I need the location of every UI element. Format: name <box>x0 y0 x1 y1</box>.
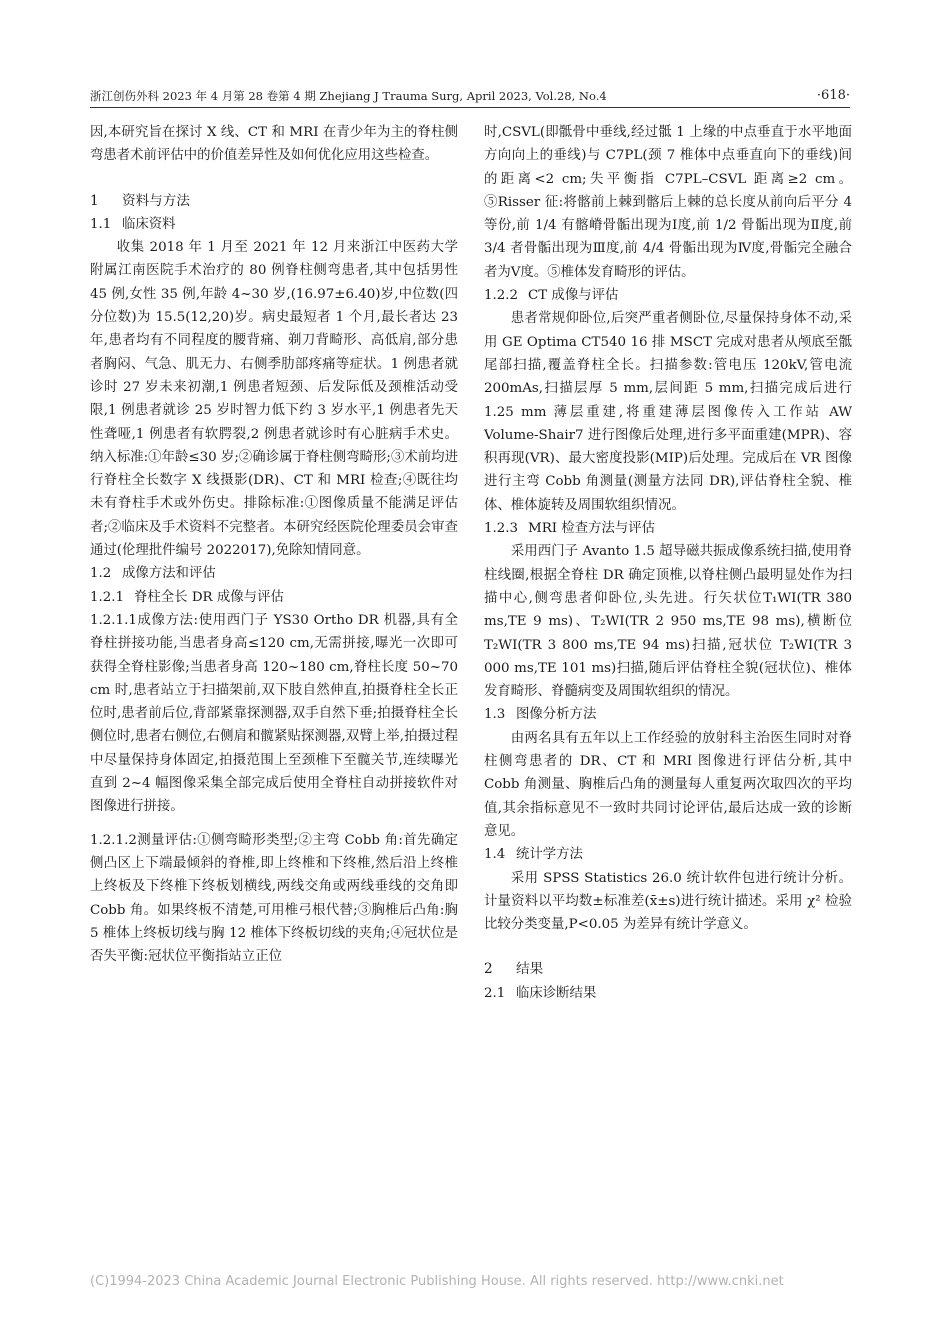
running-header <box>90 88 850 106</box>
section-heading-2-1: 2.1 临床诊断结果 <box>484 985 597 1001</box>
header-rule <box>90 107 850 108</box>
copyright-footer: (C)1994-2023 China Academic Journal Electronic Publishing House. All rights reserved. http://www.cnki.net <box>90 1274 784 1289</box>
intro-paragraph: 因,本研究旨在探讨 X 线、CT 和 MRI 在青少年为主的脊柱侧弯患者术前评估中的价值差异性及如何优化应用这些检查。 <box>90 125 458 164</box>
section-heading-1-2-3: 1.2.3 MRI 检查方法与评估 <box>484 521 656 537</box>
section-heading-1-3: 1.3 图像分析方法 <box>484 707 597 723</box>
imaging-method-paragraph: 1.2.1.1成像方法:使用西门子 YS30 Ortho DR 机器,具有全脊柱拼接功能,当患者身高≤120 cm,无需拼接,曝光一次即可获得全脊柱影像;当患者身高 120~180 cm,脊柱长度 50~70 cm 时,患者站立于扫描架前,双下肢自然伸直,拍摄脊柱全长正位时,患者前后位,背部紧靠探测器,双手自然下垂;拍摄脊柱全长侧位时,患者右侧位,右侧肩和髋紧贴探测器,双臂上举,拍摄过程中尽量保持身体固定,拍摄范围上至颈椎下至髋关节,连续曝光直到 2~4 幅图像采集全部完成后使用全脊柱自动拼接软件对图像进行拼接。 <box>90 612 458 815</box>
right-column <box>484 121 852 1005</box>
section-heading-1-4: 1.4 统计学方法 <box>484 847 583 863</box>
ct-paragraph: 患者常规仰卧位,后突严重者侧卧位,尽量保持身体不动,采用 GE Optima CT540 16 排 MSCT 完成对患者从颅底至骶尾部扫描,覆盖脊柱全长。扫描参数:管电压 120kV,管电流 200mAs,扫描层厚 5 mm,层间距 5 mm,扫描完成后进行 1.25 mm 薄层重建,将重建薄层图像传入工作站 AW Volume-Shair7 进行图像后处理,进行多平面重建(MPR)、容积再现(VR)、最大密度投影(MIP)后处理。完成后在 VR 图像进行主弯 Cobb 角测量(测量方法同 DR),评估脊柱全貌、椎体、椎体旋转及周围软组织情况。 <box>484 311 852 513</box>
continuation-paragraph: 时,CSVL(即骶骨中垂线,经过骶 1 上缘的中点垂直于水平地面方向向上的垂线)与 C7PL(颈 7 椎体中点垂直向下的垂线)间的距离<2 cm;失平衡指 C7PL–CSVL 距离≥2 cm。⑤Risser 征:将髂前上棘到髂后上棘的总长度从前向后平分 4 等份,前 1/4 有髂嵴骨骺出现为Ⅰ度,前 1/2 骨骺出现为Ⅱ度,前 3/4 者骨骺出现为Ⅲ度,前 4/4 骨骺出现为Ⅳ度,骨骺完全融合者为Ⅴ度。⑤椎体发育畸形的评估。 <box>484 125 852 280</box>
section-heading-1-1: 1.1 临床资料 <box>90 216 176 232</box>
section-heading-1-2: 1.2 成像方法和评估 <box>90 566 216 582</box>
journal-citation: 浙江创伤外科 2023 年 4 月第 28 卷第 4 期 Zhejiang J Trauma Surg, April 2023, Vol.28, No.4 <box>90 89 607 103</box>
measurement-paragraph: 1.2.1.2测量评估:①侧弯畸形类型;②主弯 Cobb 角:首先确定侧凸区上下端最倾斜的脊椎,即上终椎和下终椎,然后沿上终椎上终板及下终椎下终板划横线,两线交角或两线垂线的交角即 Cobb 角。如果终板不清楚,可用椎弓根代替;③胸椎后凸角:胸 5 椎体上终板切线与胸 12 椎体下终板切线的夹角;④冠状位是否失平衡:冠状位平衡指站立正位 <box>90 832 458 965</box>
section-heading-1: 1 资料与方法 <box>90 192 190 209</box>
image-analysis-paragraph: 由两名具有五年以上工作经验的放射科主治医生同时对脊柱侧弯患者的 DR、CT 和 MRI 图像进行评估分析,其中 Cobb 角测量、胸椎后凸角的测量每人重复两次取四次的平均值,其余指标意见不一致时共同讨论评估,最后达成一致的诊断意见。 <box>484 730 852 839</box>
mri-paragraph: 采用西门子 Avanto 1.5 超导磁共振成像系统扫描,使用脊柱线圈,根据全脊柱 DR 确定顶椎,以脊柱侧凸最明显处作为扫描中心,侧弯患者仰卧位,头先进。行矢状位T₁WI(TR 380 ms,TE 9 ms)、T₂WI(TR 2 950 ms,TE 98 ms),横断位 T₂WI(TR 3 800 ms,TE 94 ms)扫描,冠状位 T₂WI(TR 3 000 ms,TE 101 ms)扫描,随后评估脊柱全貌(冠状位)、椎体发育畸形、脊髓病变及周围软组织的情况。 <box>484 544 852 700</box>
clinical-data-paragraph: 收集 2018 年 1 月至 2021 年 12 月来浙江中医药大学附属江南医院手术治疗的 80 例脊柱侧弯患者,其中包括男性 45 例,女性 35 例,年龄 4~30 岁,(16.97±6.40)岁,中位数(四分位数)为 15.5(12,20)岁。病史最短者 1 个月,最长者达 23 年,患者均有不同程度的腰背痛、剃刀背畸形、高低肩,部分患者胸闷、气急、肌无力、右侧季肋部疼痛等症状。1 例患者就诊时 27 岁未来初潮,1 例患者短颈、后发际低及颈椎活动受限,1 例患者就诊 25 岁时智力低下约 3 岁水平,1 例患者先天性聋哑,1 例患者有软腭裂,2 例患者就诊时有心脏病手术史。纳入标准:①年龄≤30 岁;②确诊属于脊柱侧弯畸形;③术前均进行脊柱全长数字 X 线摄影(DR)、CT 和 MRI 检查;④既往均未有脊柱手术或外伤史。排除标准:①图像质量不能满足评估者;②临床及手术资料不完整者。本研究经医院伦理委员会审查通过(伦理批件编号 2022017),免除知情同意。 <box>90 240 458 559</box>
section-heading-1-2-1: 1.2.1 脊柱全长 DR 成像与评估 <box>90 589 284 605</box>
section-heading-2: 2 结果 <box>484 961 544 978</box>
left-column <box>90 121 458 968</box>
page-number: ·618· <box>816 88 850 103</box>
section-heading-1-2-2: 1.2.2 CT 成像与评估 <box>484 288 619 304</box>
statistics-paragraph: 采用 SPSS Statistics 26.0 统计软件包进行统计分析。计量资料以平均数±标准差(x̄±s)进行统计描述。采用 χ² 检验比较分类变量,P<0.05 为差异有统计学意义。 <box>484 870 852 933</box>
